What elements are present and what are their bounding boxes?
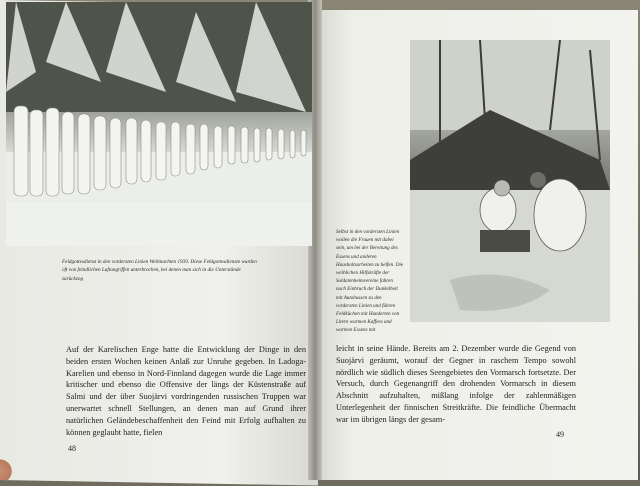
thumb-holding-book bbox=[0, 458, 14, 480]
right-body-paragraph: leicht in seine Hände. Bereits am 2. Dezember wurde die Gegend von Suojärvi geräumt, worauf der Gegner in raschem Tempo sowohl nördlich wie südlich dieses Seengebietes den Vormarsch fortsetzte. Der Versuch, durch Gegenangriff den drohenden Vormarsch in diesem Abschnitt aufzuhalten, mißlang infolge der zahlenmäßigen Unterlegenheit der finnischen Streitkräfte. Die feindliche Übermacht war im übrigen längs der gesam- bbox=[336, 344, 576, 424]
left-photo-caption bbox=[62, 258, 262, 283]
right-photo-caption bbox=[336, 228, 404, 335]
left-body-paragraph: Auf der Karelischen Enge hatte die Entwicklung der Dinge in den beiden ersten Wochen keinen Anlaß zur Unruhe gegeben. In Ladoga-Karelien und ebenso in Nord-Finnland dagegen wurde die Lage immer kritischer und ebenso die Offensive der längs der Küstenstraße auf Salmi und der über Suojärvi vordringenden russischen Truppen war unerwartet schnell Stellungen, an denen man auf Grund ihrer natürlichen Geländebeschaffenheit den Feind mit Erfolg aufhalten zu können geglaubt hatte, fielen bbox=[66, 345, 306, 437]
right-caption-text: Selbst in den vordersten Linien wollen die Frauen mit dabei sein, um bei der Bereitung des Essens und anderen Haushaltsarbeiten zu helfen. Die weiblichen Hilfskräfte der Soldatenheimvereine fahren nach Einbruch der Dunkelheit mit Autobussen zu den vordersten Linien und führen Feldküchen mit Hunderten von Litern warmen Kaffees und warmen Essens mit bbox=[336, 229, 404, 334]
photo-soldiers-field-service bbox=[6, 2, 312, 246]
right-body-text bbox=[336, 343, 576, 426]
left-page-number: 48 bbox=[68, 444, 76, 453]
right-page-number: 49 bbox=[556, 430, 564, 439]
left-body-text bbox=[66, 344, 306, 438]
photo-soldiers-illustration bbox=[6, 2, 312, 246]
photo-field-kitchen bbox=[410, 40, 610, 322]
photo-field-kitchen-illustration bbox=[410, 40, 610, 322]
left-caption-text: Feldgottesdienst in den vordersten Linien Weihnachten 1939. Diese Feldgottesdienste wurden oft von feindlichen Luftangriffen unterbrochen, bei denen man sich in die Unterstände zurückzog bbox=[62, 259, 257, 282]
